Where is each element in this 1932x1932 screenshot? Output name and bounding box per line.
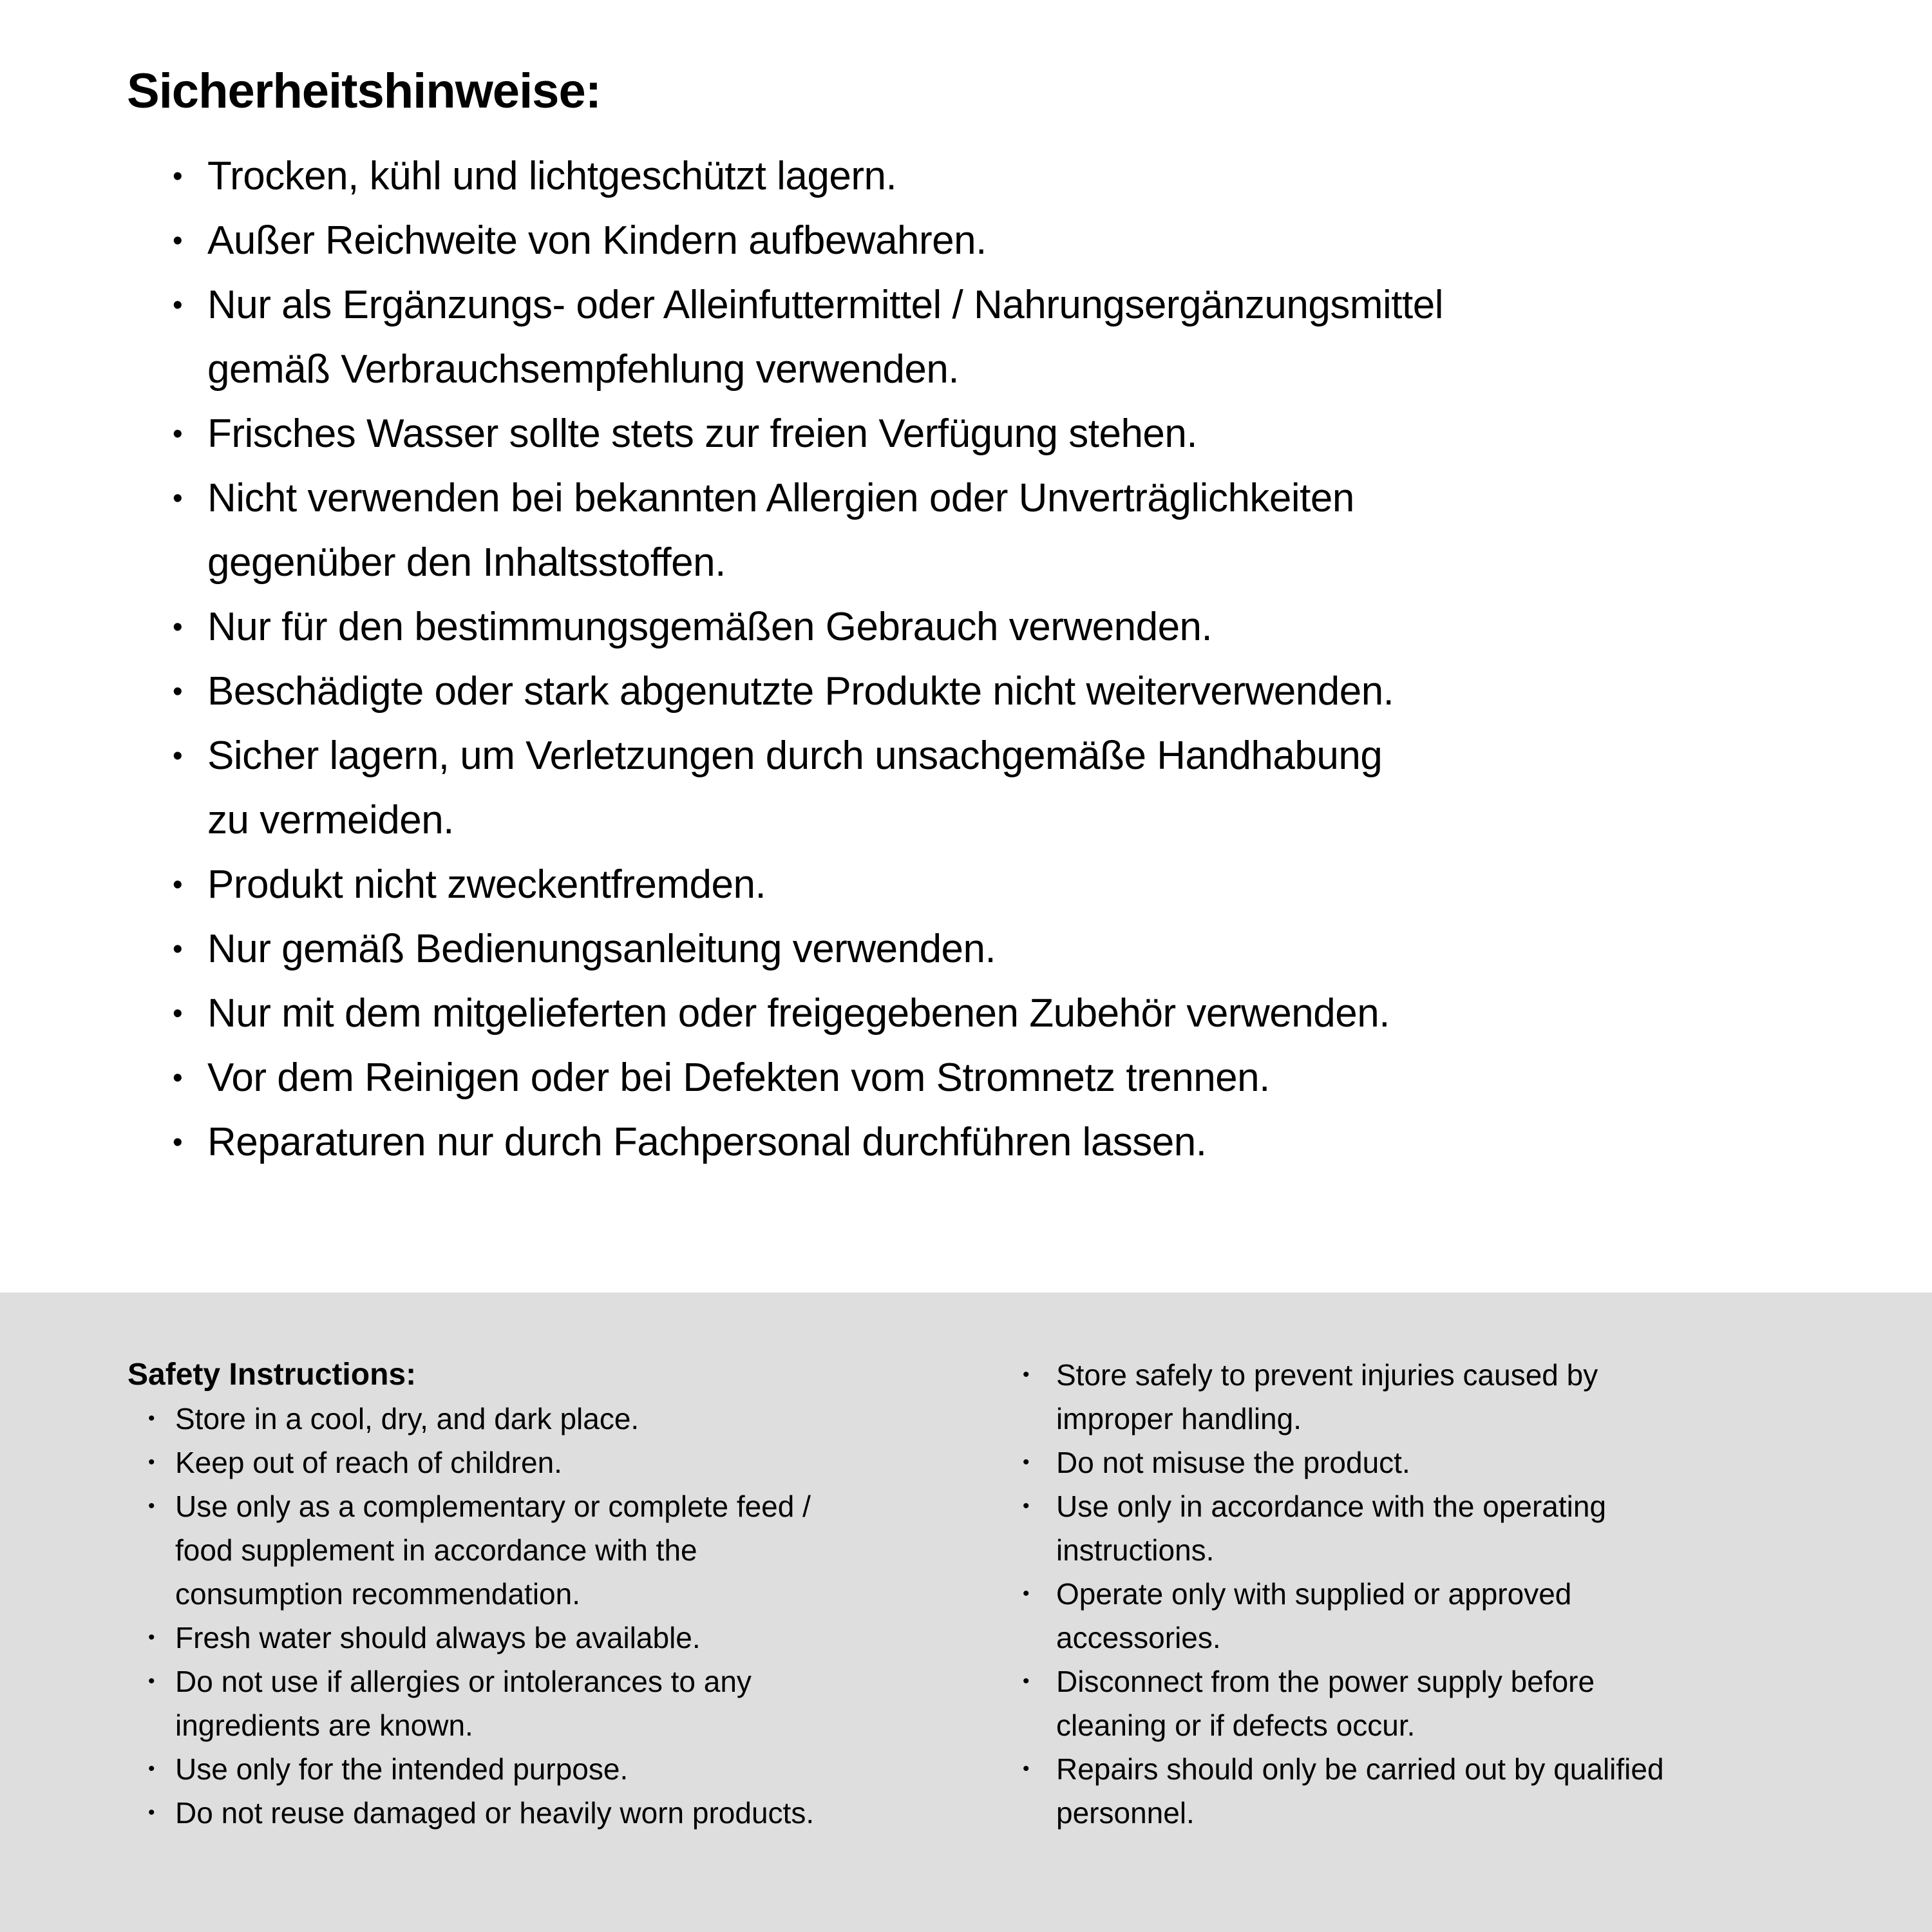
bullet-marker: • <box>1023 1364 1030 1385</box>
bullet-text: accessories. <box>1056 1621 1221 1654</box>
bullet-marker: • <box>173 997 183 1029</box>
bullet-marker: • <box>173 933 183 965</box>
english-bullet-line <box>0 1397 985 1441</box>
german-bullet-list <box>0 144 1932 1175</box>
bullet-marker: • <box>173 1126 183 1158</box>
bullet-text: Reparaturen nur durch Fachpersonal durchführen lassen. <box>207 1119 1207 1164</box>
bullet-text: Operate only with supplied or approved <box>1056 1577 1572 1611</box>
german-bullet-line <box>0 981 1932 1046</box>
bullet-text: Vor dem Reinigen oder bei Defekten vom Stromnetz trennen. <box>207 1055 1270 1100</box>
german-bullet-line <box>0 531 1932 595</box>
bullet-marker: • <box>148 1452 155 1473</box>
english-bullet-line <box>0 1484 985 1528</box>
bullet-marker: • <box>173 675 183 707</box>
bullet-text: Do not misuse the product. <box>1056 1446 1410 1479</box>
bullet-text: Store safely to prevent injuries caused by <box>1056 1358 1598 1392</box>
bullet-text: instructions. <box>1056 1533 1215 1567</box>
bullet-marker: • <box>148 1627 155 1648</box>
bullet-marker: • <box>1023 1758 1030 1779</box>
bullet-marker: • <box>148 1495 155 1517</box>
bullet-text: Frisches Wasser sollte stets zur freien Verfügung stehen. <box>207 411 1198 456</box>
bullet-text: Disconnect from the power supply before <box>1056 1665 1595 1698</box>
bullet-marker: • <box>1023 1671 1030 1692</box>
bullet-marker: • <box>1023 1495 1030 1517</box>
english-bullet-line <box>1023 1747 1911 1791</box>
bullet-marker: • <box>1023 1583 1030 1604</box>
bullet-text: zu vermeiden. <box>207 797 454 842</box>
english-left-column <box>0 1353 985 1835</box>
bullet-marker: • <box>148 1671 155 1692</box>
bullet-marker: • <box>173 224 183 256</box>
bullet-text: Fresh water should always be available. <box>175 1621 701 1654</box>
english-left-list <box>0 1397 985 1835</box>
german-bullet-line <box>0 1110 1932 1175</box>
english-bullet-line <box>0 1528 985 1572</box>
english-right-list <box>1023 1353 1911 1835</box>
bullet-text: Do not reuse damaged or heavily worn products. <box>175 1796 815 1830</box>
english-bullet-line <box>0 1703 985 1747</box>
english-bullet-line <box>1023 1616 1911 1660</box>
bullet-text: gegenüber den Inhaltsstoffen. <box>207 540 726 585</box>
german-bullet-line <box>0 659 1932 724</box>
bullet-text: food supplement in accordance with the <box>175 1533 697 1567</box>
english-bullet-line <box>1023 1484 1911 1528</box>
english-bullet-line <box>1023 1353 1911 1397</box>
bullet-text: Produkt nicht zweckentfremden. <box>207 862 766 907</box>
english-bullet-line <box>0 1616 985 1660</box>
bullet-text: Use only for the intended purpose. <box>175 1752 629 1786</box>
english-section <box>0 1293 1932 1932</box>
english-bullet-line <box>1023 1572 1911 1616</box>
german-bullet-line <box>0 466 1932 531</box>
german-bullet-line <box>0 853 1932 917</box>
bullet-marker: • <box>173 160 183 192</box>
bullet-marker: • <box>173 1061 183 1094</box>
german-bullet-line <box>0 788 1932 853</box>
bullet-text: Beschädigte oder stark abgenutzte Produkte nicht weiterverwenden. <box>207 668 1394 714</box>
english-bullet-line <box>1023 1528 1911 1572</box>
bullet-text: Store in a cool, dry, and dark place. <box>175 1402 639 1435</box>
bullet-text: Nur mit dem mitgelieferten oder freigegebenen Zubehör verwenden. <box>207 990 1390 1036</box>
german-bullet-line <box>0 337 1932 402</box>
english-bullet-line <box>1023 1703 1911 1747</box>
bullet-text: Sicher lagern, um Verletzungen durch unsachgemäße Handhabung <box>207 733 1383 778</box>
german-bullet-line <box>0 595 1932 659</box>
bullet-text: Außer Reichweite von Kindern aufbewahren. <box>207 218 987 263</box>
english-bullet-line <box>1023 1660 1911 1703</box>
bullet-text: Use only in accordance with the operating <box>1056 1490 1607 1523</box>
bullet-text: ingredients are known. <box>175 1709 473 1742</box>
english-bullet-line <box>0 1660 985 1703</box>
bullet-marker: • <box>148 1802 155 1823</box>
bullet-text: Repairs should only be carried out by qualified <box>1056 1752 1664 1786</box>
bullet-marker: • <box>173 289 183 321</box>
english-bullet-line <box>0 1572 985 1616</box>
german-bullet-line <box>0 724 1932 788</box>
bullet-marker: • <box>173 611 183 643</box>
bullet-text: improper handling. <box>1056 1402 1302 1435</box>
english-bullet-line <box>1023 1441 1911 1484</box>
english-bullet-line <box>0 1747 985 1791</box>
bullet-text: Nur für den bestimmungsgemäßen Gebrauch verwenden. <box>207 604 1213 649</box>
bullet-marker: • <box>173 482 183 514</box>
bullet-marker: • <box>173 417 183 450</box>
german-bullet-line <box>0 144 1932 209</box>
german-bullet-line <box>0 209 1932 273</box>
english-bullet-line <box>1023 1791 1911 1835</box>
english-bullet-line <box>1023 1397 1911 1441</box>
german-bullet-line <box>0 273 1932 337</box>
bullet-text: Nicht verwenden bei bekannten Allergien oder Unverträglichkeiten <box>207 475 1354 520</box>
german-heading: Sicherheitshinweise: <box>127 64 601 118</box>
bullet-text: Keep out of reach of children. <box>175 1446 562 1479</box>
bullet-marker: • <box>148 1408 155 1429</box>
bullet-marker: • <box>173 739 183 772</box>
bullet-text: Do not use if allergies or intolerances to any <box>175 1665 752 1698</box>
german-bullet-line <box>0 917 1932 981</box>
bullet-text: Trocken, kühl und lichtgeschützt lagern. <box>207 153 897 198</box>
bullet-marker: • <box>1023 1452 1030 1473</box>
bullet-marker: • <box>173 868 183 900</box>
bullet-text: Nur gemäß Bedienungsanleitung verwenden. <box>207 926 996 971</box>
german-bullet-line <box>0 1046 1932 1110</box>
bullet-text: gemäß Verbrauchsempfehlung verwenden. <box>207 346 960 392</box>
german-bullet-line <box>0 402 1932 466</box>
english-right-column <box>1023 1353 1911 1835</box>
english-bullet-line <box>0 1441 985 1484</box>
english-bullet-line <box>0 1791 985 1835</box>
bullet-text: Use only as a complementary or complete feed / <box>175 1490 811 1523</box>
bullet-text: cleaning or if defects occur. <box>1056 1709 1416 1742</box>
bullet-text: consumption recommendation. <box>175 1577 580 1611</box>
english-heading: Safety Instructions: <box>128 1358 417 1392</box>
bullet-marker: • <box>148 1758 155 1779</box>
bullet-text: Nur als Ergänzungs- oder Alleinfuttermittel / Nahrungsergänzungsmittel <box>207 282 1443 327</box>
bullet-text: personnel. <box>1056 1796 1195 1830</box>
